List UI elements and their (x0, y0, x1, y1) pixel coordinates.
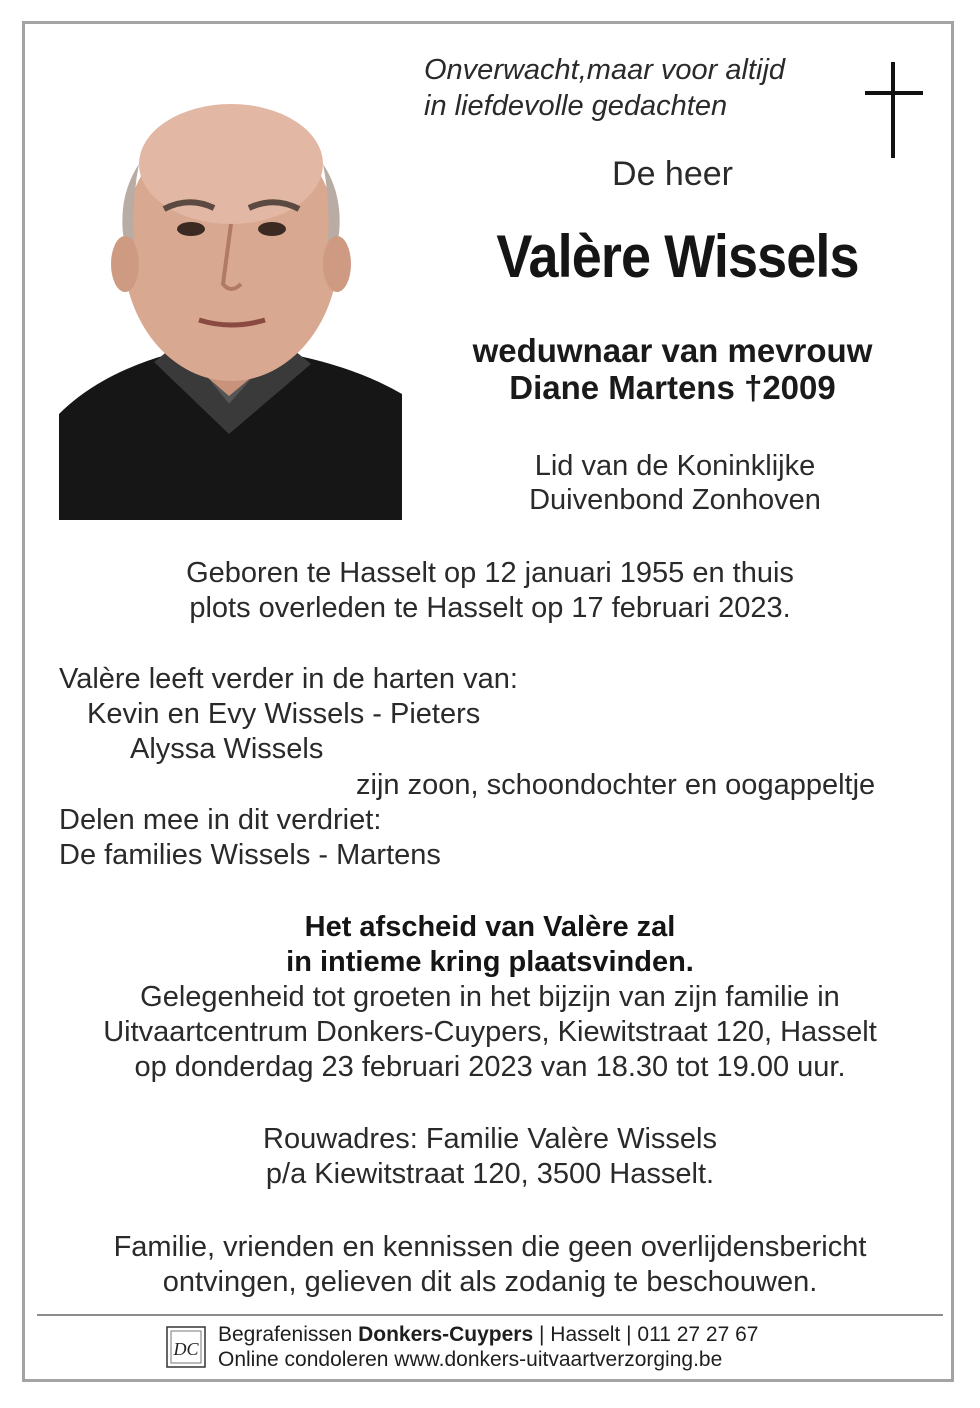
footer-divider (37, 1314, 943, 1316)
farewell-line: op donderdag 23 februari 2023 van 18.30 tot 19.00 uur. (134, 1051, 846, 1083)
deceased-name: Valère Wissels (496, 223, 859, 290)
family-intro: Valère leeft verder in de harten van: (59, 663, 518, 695)
farewell-line: Uitvaartcentrum Donkers-Cuypers, Kiewitstraat 120, Hasselt (103, 1016, 877, 1048)
spouse-line: Diane Martens †2009 (509, 369, 836, 406)
spouse-info (420, 332, 925, 406)
address-line: Rouwadres: Familie Valère Wissels (263, 1123, 717, 1155)
address-line: p/a Kiewitstraat 120, 3500 Hasselt. (265, 1158, 715, 1190)
birth-death-info (40, 556, 940, 626)
spouse-line: weduwnaar van mevrouw (472, 332, 873, 369)
mourning-address (40, 1122, 940, 1192)
farewell-heading: Het afscheid van Valère zal (304, 911, 676, 943)
families: De families Wissels - Martens (59, 839, 441, 871)
notice-line: Familie, vrienden en kennissen die geen overlijdensbericht (113, 1231, 867, 1263)
family-name: Alyssa Wissels (130, 733, 324, 765)
company-name: Donkers-Cuypers (358, 1323, 534, 1346)
cross-icon (865, 62, 923, 158)
funeral-home-logo-icon (166, 1326, 206, 1368)
death-line: plots overleden te Hasselt op 17 februari 2023. (189, 592, 791, 624)
share-intro: Delen mee in dit verdriet: (59, 804, 382, 836)
membership-line: Lid van de Koninklijke (534, 450, 816, 482)
portrait-photo (59, 84, 402, 520)
family-relation: zijn zoon, schoondochter en oogappeltje (356, 769, 876, 801)
honorific: De heer (612, 155, 733, 193)
motto-line: in liefdevolle gedachten (424, 90, 728, 122)
birth-line: Geboren te Hasselt op 12 januari 1955 en thuis (186, 557, 794, 589)
footer-online-link[interactable]: Online condoleren www.donkers-uitvaartverzorging.be (218, 1348, 723, 1371)
notice-line: ontvingen, gelieven dit als zodanig te beschouwen. (162, 1266, 818, 1298)
farewell-info (40, 910, 940, 1085)
membership-line: Duivenbond Zonhoven (529, 484, 821, 516)
motto-line: Onverwacht,maar voor altijd (424, 54, 786, 86)
membership (420, 449, 930, 517)
footer (218, 1322, 759, 1372)
farewell-heading: in intieme kring plaatsvinden. (286, 946, 694, 978)
family-name: Kevin en Evy Wissels - Pieters (87, 698, 481, 730)
footer-company-line: Begrafenissen Donkers-Cuypers | Hasselt | 011 27 27 67 (218, 1323, 759, 1346)
portrait-illustration (59, 84, 402, 520)
svg-text:DC: DC (173, 1339, 199, 1359)
notice (40, 1230, 940, 1300)
motto (424, 52, 785, 124)
farewell-line: Gelegenheid tot groeten in het bijzijn van zijn familie in (140, 981, 840, 1013)
